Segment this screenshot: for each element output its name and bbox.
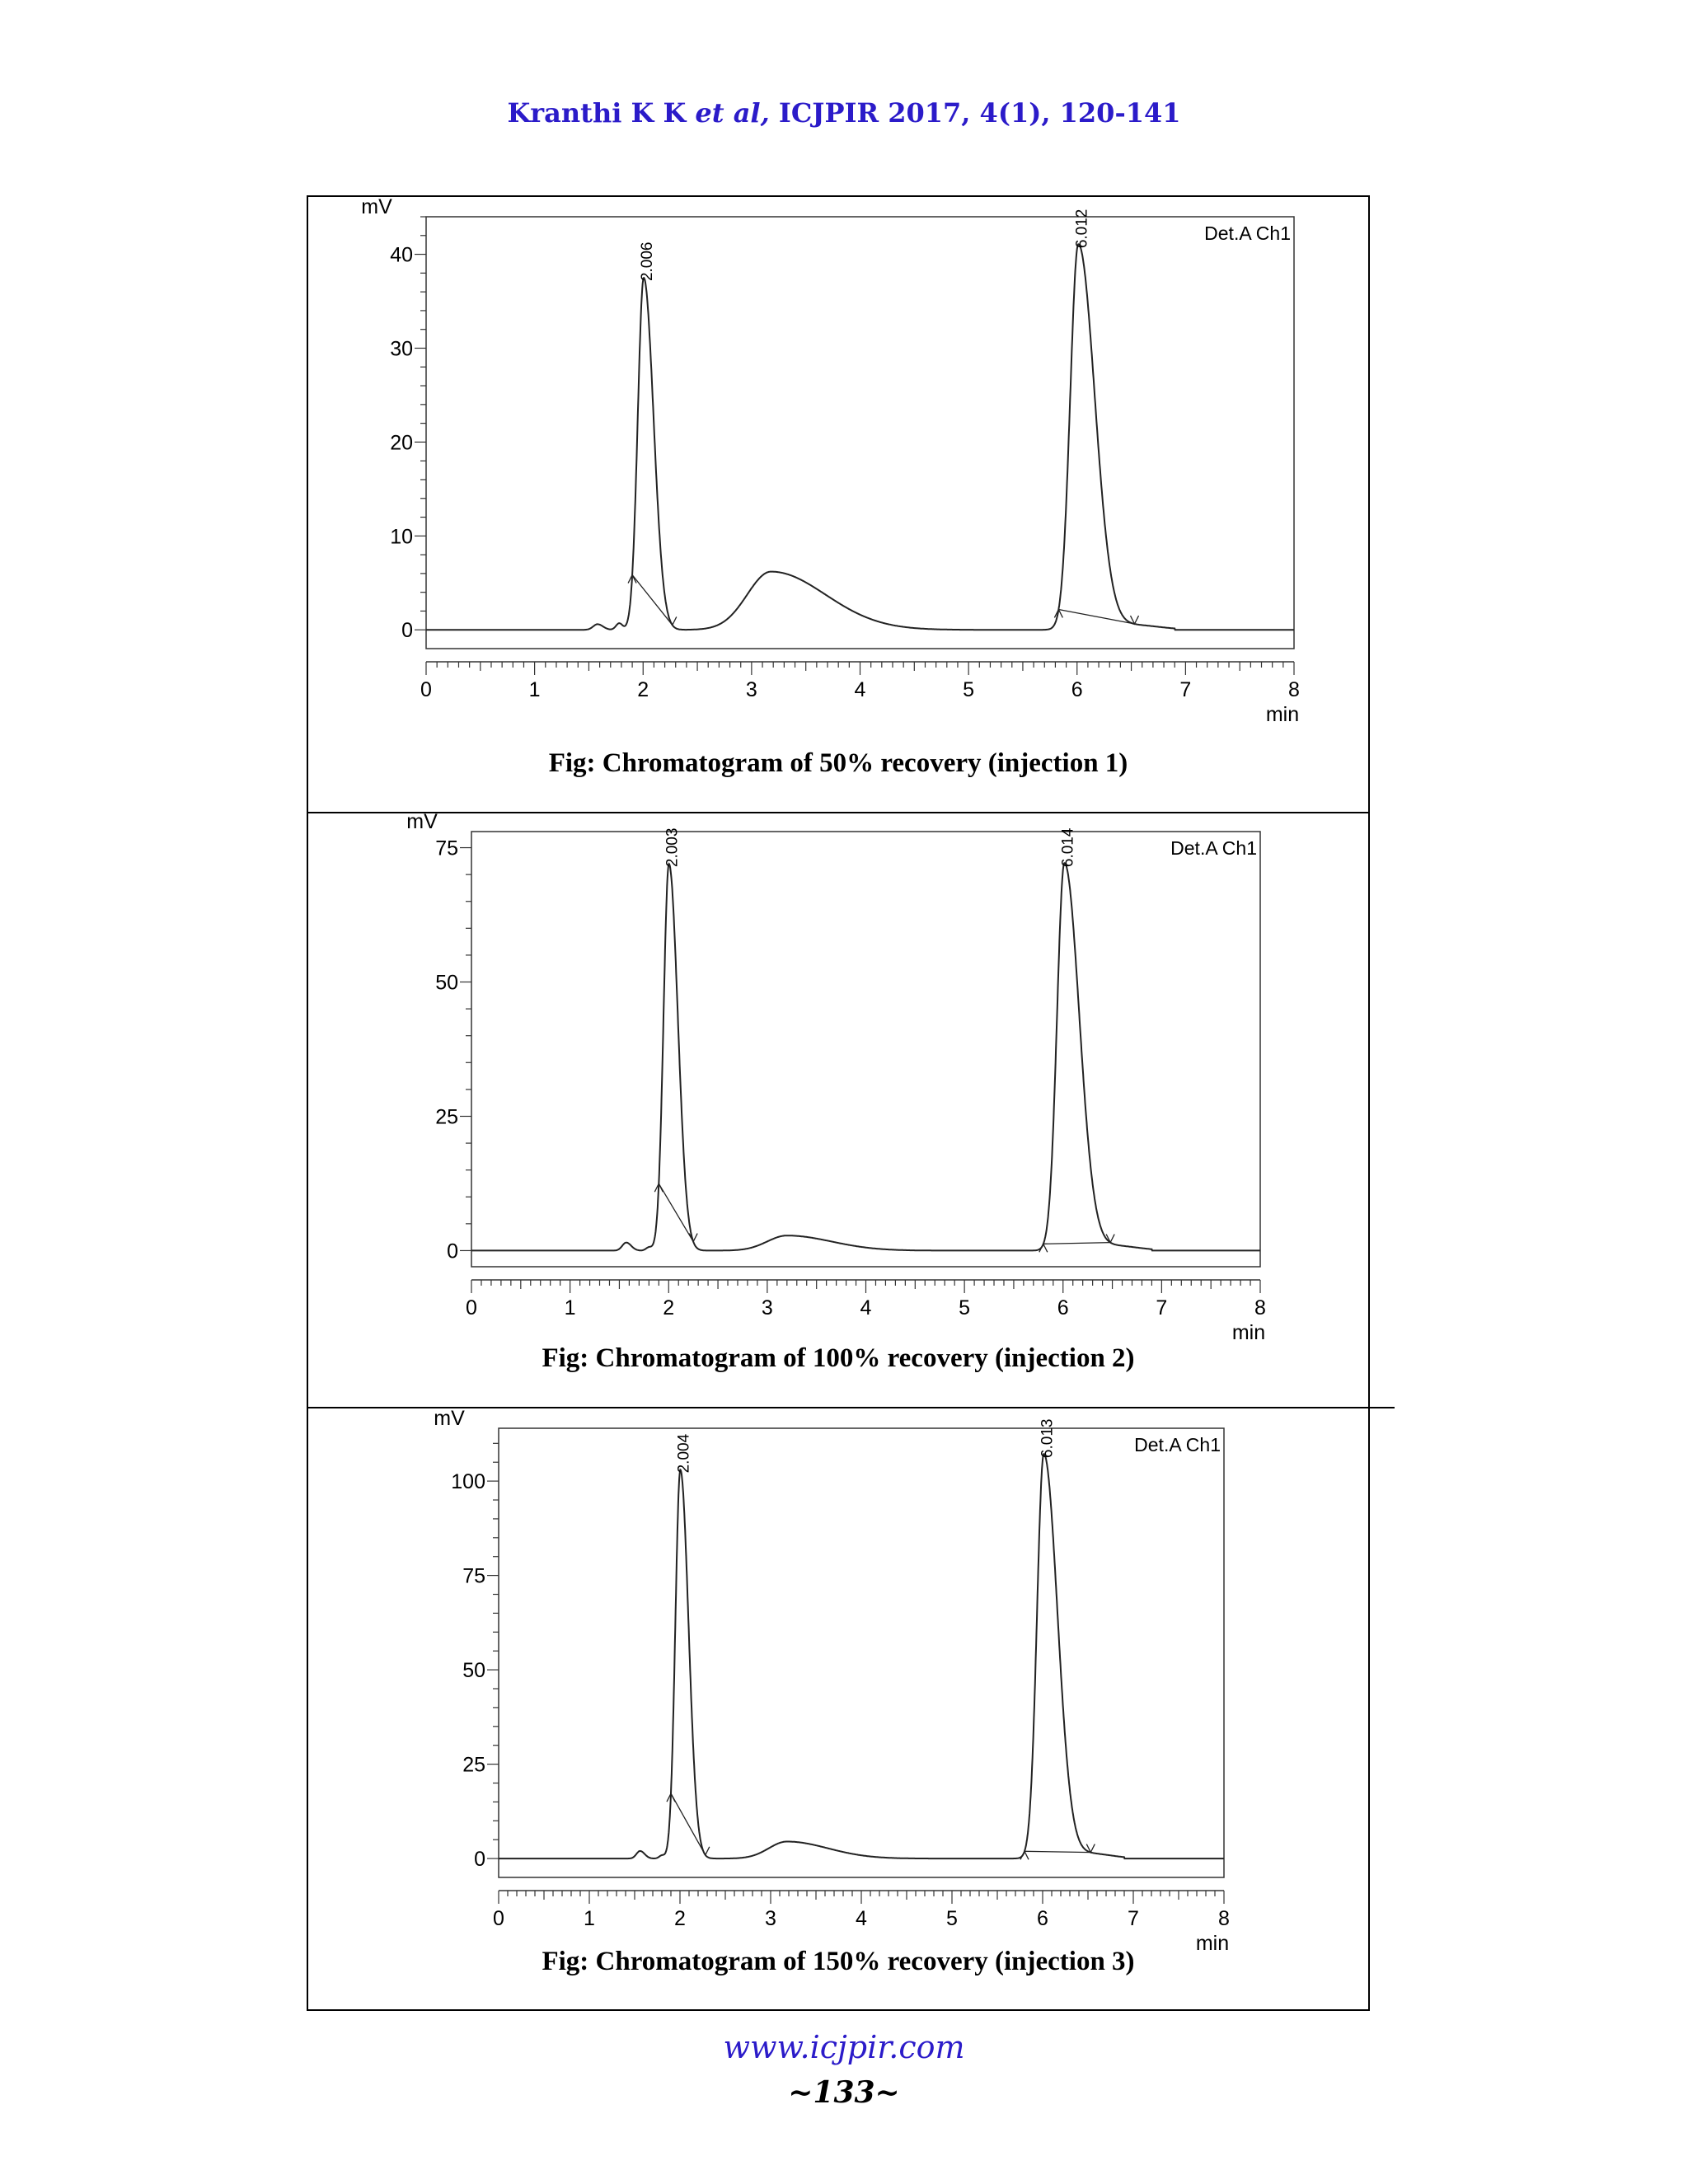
x-tick-label: 0: [493, 1907, 504, 1930]
header-author: Kranthi K K: [507, 97, 696, 129]
x-tick-label: 1: [528, 678, 541, 701]
x-tick-label: 5: [959, 1296, 971, 1319]
y-tick-label: 0: [401, 619, 413, 643]
peak-label: 2.003: [663, 827, 682, 868]
peak-baseline: [1025, 1851, 1090, 1852]
signal-trace: [499, 1454, 1224, 1858]
y-tick-label: 50: [462, 1659, 485, 1683]
legend-label: Det.A Ch1: [1134, 1434, 1221, 1455]
peak-label: 6.013: [1039, 1418, 1057, 1459]
x-tick-label: 5: [963, 678, 975, 701]
x-tick-label: 1: [564, 1296, 576, 1319]
signal-trace: [426, 244, 1294, 630]
x-tick-label: 2: [637, 678, 649, 701]
y-axis-label: mV: [361, 195, 392, 218]
y-axis-label: mV: [406, 810, 438, 833]
x-tick-label: 2: [663, 1296, 675, 1319]
chromatogram-chart: [307, 1408, 1370, 2011]
plot-frame: [471, 832, 1260, 1267]
page-number: ~133~: [788, 2075, 900, 2110]
y-tick-label: 25: [435, 1105, 458, 1129]
page-header: [0, 97, 1688, 129]
peak-label: 2.004: [675, 1433, 693, 1474]
peak-baseline: [671, 1793, 706, 1855]
x-tick-label: 0: [466, 1296, 477, 1319]
y-axis-label: mV: [434, 1407, 465, 1430]
header-etal: et al,: [695, 97, 770, 129]
y-tick-label: 30: [390, 337, 413, 361]
x-tick-label: 2: [674, 1907, 686, 1930]
chromatogram-chart: [307, 810, 1370, 1407]
x-tick-label: 1: [584, 1907, 595, 1930]
x-tick-label: 5: [946, 1907, 958, 1930]
legend-label: Det.A Ch1: [1170, 837, 1257, 859]
plot-frame: [499, 1428, 1224, 1877]
y-tick-label: 25: [462, 1753, 485, 1777]
x-tick-label: 8: [1254, 1296, 1266, 1319]
y-tick-label: 20: [390, 431, 413, 455]
x-tick-label: 6: [1071, 678, 1083, 701]
x-tick-label: 3: [761, 1296, 773, 1319]
y-tick-label: 75: [462, 1564, 485, 1588]
x-axis-label: min: [1231, 1321, 1266, 1344]
chart-svg: [307, 810, 1370, 1407]
figure-caption: Fig: Chromatogram of 100% recovery (injection 2): [542, 1343, 1135, 1373]
x-tick-label: 4: [854, 678, 866, 701]
x-tick-label: 6: [1057, 1296, 1069, 1319]
signal-trace: [471, 863, 1260, 1250]
legend-label: Det.A Ch1: [1204, 223, 1291, 244]
y-tick-label: 75: [435, 837, 458, 860]
peak-label: 2.006: [639, 241, 657, 282]
x-tick-label: 7: [1128, 1907, 1139, 1930]
x-tick-label: 7: [1156, 1296, 1168, 1319]
x-axis-label: min: [1195, 1932, 1230, 1955]
y-tick-label: 40: [390, 243, 413, 267]
y-tick-label: 50: [435, 971, 458, 995]
x-tick-label: 3: [745, 678, 757, 701]
y-tick-label: 0: [447, 1240, 458, 1263]
x-tick-label: 7: [1179, 678, 1192, 701]
peak-label: 6.012: [1073, 209, 1091, 249]
peak-baseline: [1043, 1243, 1110, 1244]
x-tick-label: 4: [860, 1296, 872, 1319]
peak-baseline: [632, 575, 673, 626]
y-tick-label: 0: [474, 1848, 485, 1872]
figure-caption: Fig: Chromatogram of 150% recovery (injection 3): [542, 1947, 1135, 1976]
integration-marker: [1106, 1235, 1114, 1243]
x-tick-label: 3: [765, 1907, 776, 1930]
chart-svg: [307, 1408, 1370, 2011]
y-tick-label: 10: [390, 525, 413, 549]
y-tick-label: 100: [451, 1470, 485, 1494]
peak-label: 6.014: [1059, 827, 1077, 868]
figure-caption: Fig: Chromatogram of 50% recovery (injection 1): [548, 748, 1128, 778]
header-journal: ICJPIR 2017, 4(1), 120-141: [769, 97, 1181, 129]
plot-frame: [426, 217, 1294, 649]
x-axis-label: min: [1265, 703, 1300, 726]
x-tick-label: 4: [856, 1907, 867, 1930]
chart-svg: [307, 195, 1370, 812]
journal-url[interactable]: www.icjpir.com: [723, 2029, 965, 2065]
x-tick-label: 0: [420, 678, 432, 701]
x-tick-label: 8: [1288, 678, 1300, 701]
x-tick-label: 8: [1218, 1907, 1230, 1930]
chromatogram-chart: [307, 195, 1370, 812]
x-tick-label: 6: [1037, 1907, 1048, 1930]
